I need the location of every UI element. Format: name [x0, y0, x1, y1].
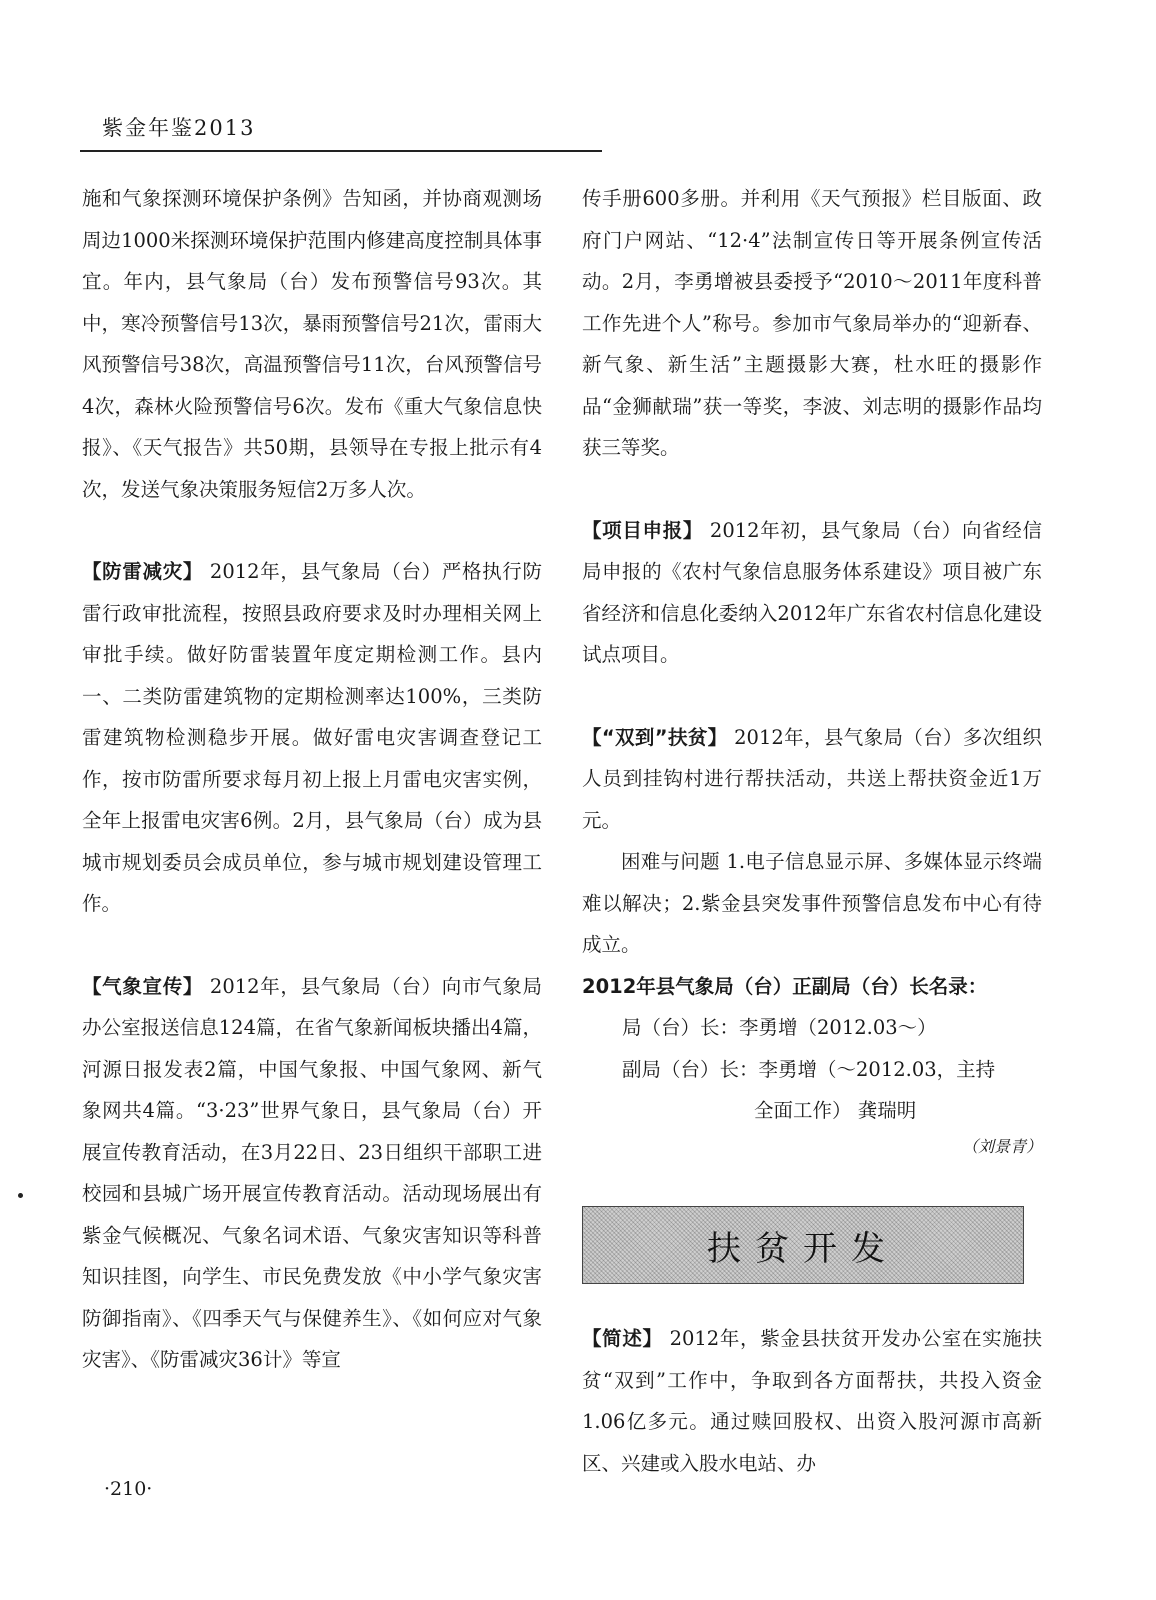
- problems-text: 1.电子信息显示屏、多媒体显示终端难以解决；2.紫金县突发事件预警信息发布中心有待成立。: [582, 850, 1042, 956]
- left-column: [82, 178, 542, 1381]
- running-title: 紫金年鉴2013: [102, 116, 256, 140]
- page-number: ·210·: [104, 1478, 153, 1500]
- banner-title: 扶贫开发: [707, 1228, 899, 1269]
- header-rule: [80, 150, 602, 152]
- publicity-section: [82, 966, 542, 1381]
- lightning-section: [82, 551, 542, 925]
- section-banner: [582, 1206, 1024, 1284]
- overview-paragraph: [582, 1318, 1042, 1484]
- section-text: 2012年，县气象局（台）多次组织人员到挂钩村进行帮扶活动，共送上帮扶资金近1万元。: [582, 725, 1042, 832]
- roster-line: 局（台）长：李勇增（2012.03～）: [622, 1016, 937, 1039]
- problems-paragraph: [582, 841, 1042, 966]
- roster-line: 全面工作） 龚瑞明: [754, 1099, 917, 1122]
- roster-title: 2012年县气象局（台）正副局（台）长名录：: [582, 974, 988, 998]
- roster-line: 副局（台）长：李勇增（～2012.03，主持: [622, 1057, 996, 1081]
- author-credit: （刘景青）: [961, 1136, 1042, 1156]
- problems-label: 困难与问题: [621, 850, 720, 873]
- section-tag: 【防雷减灾】: [82, 560, 204, 583]
- section-text: 2012年，紫金县扶贫开发办公室在实施扶贫“双到”工作中，争取到各方面帮扶，共投入资金1.06亿多元。通过赎回股权、出资入股河源市高新区、兴建或入股水电站、办: [582, 1327, 1042, 1475]
- section-text: 2012年，县气象局（台）向市气象局办公室报送信息124篇，在省气象新闻板块播出4篇，河源日报发表2篇，中国气象报、中国气象网、新气象网共4篇。“3·23”世界气象日，县气象局（台）开展宣传教育活动，在3月22日、23日组织干部职工进校园和县城广场开展宣传教育活动。活动现场展出有紫金气候概况、气象名词术语、气象灾害知识等科普知识挂图，向学生、市民免费发放《中小学气象灾害防御指南》、《四季天气与保健养生》、《如何应对气象灾害》、《防雷减灾36计》等宣: [82, 974, 542, 1371]
- project-section: [582, 510, 1042, 676]
- right-column: [582, 178, 1042, 1162]
- section-text: 2012年初，县气象局（台）向省经信局申报的《农村气象信息服务体系建设》项目被广东省经济和信息化委纳入2012年广东省农村信息化建设试点项目。: [582, 518, 1042, 666]
- poverty-section: [582, 717, 1042, 842]
- overview-section: [582, 1318, 1042, 1484]
- scan-speck: [18, 1193, 23, 1198]
- section-tag: 【气象宣传】: [82, 974, 204, 998]
- section-tag: 【简述】: [582, 1327, 663, 1350]
- section-tag: 【项目申报】: [582, 518, 704, 542]
- continued-paragraph: 传手册600多册。并利用《天气预报》栏目版面、政府门户网站、“12·4”法制宣传日等开展条例宣传活动。2月，李勇增被县委授予“2010～2011年度科普工作先进个人”称号。参加市气象局举办的“迎新春、新气象、新生活”主题摄影大赛，杜水旺的摄影作品“金狮献瑞”获一等奖，李波、刘志明的摄影作品均获三等奖。: [582, 187, 1042, 459]
- continued-paragraph: 施和气象探测环境保护条例》告知函，并协商观测场周边1000米探测环境保护范围内修建高度控制具体事宜。年内，县气象局（台）发布预警信号93次。其中，寒冷预警信号13次，暴雨预警信号21次，雷雨大风预警信号38次，高温预警信号11次，台风预警信号4次，森林火险预警信号6次。发布《重大气象信息快报》、《天气报告》共50期，县领导在专报上批示有4次，发送气象决策服务短信2万多人次。: [82, 187, 542, 501]
- section-tag: 【“双到”扶贫】: [582, 725, 728, 749]
- section-text: 2012年，县气象局（台）严格执行防雷行政审批流程，按照县政府要求及时办理相关网上审批手续。做好防雷装置年度定期检测工作。县内一、二类防雷建筑物的定期检测率达100%，三类防雷建筑物检测稳步开展。做好雷电灾害调查登记工作，按市防雷所要求每月初上报上月雷电灾害实例，全年上报雷电灾害6例。2月，县气象局（台）成为县城市规划委员会成员单位，参与城市规划建设管理工作。: [82, 560, 542, 915]
